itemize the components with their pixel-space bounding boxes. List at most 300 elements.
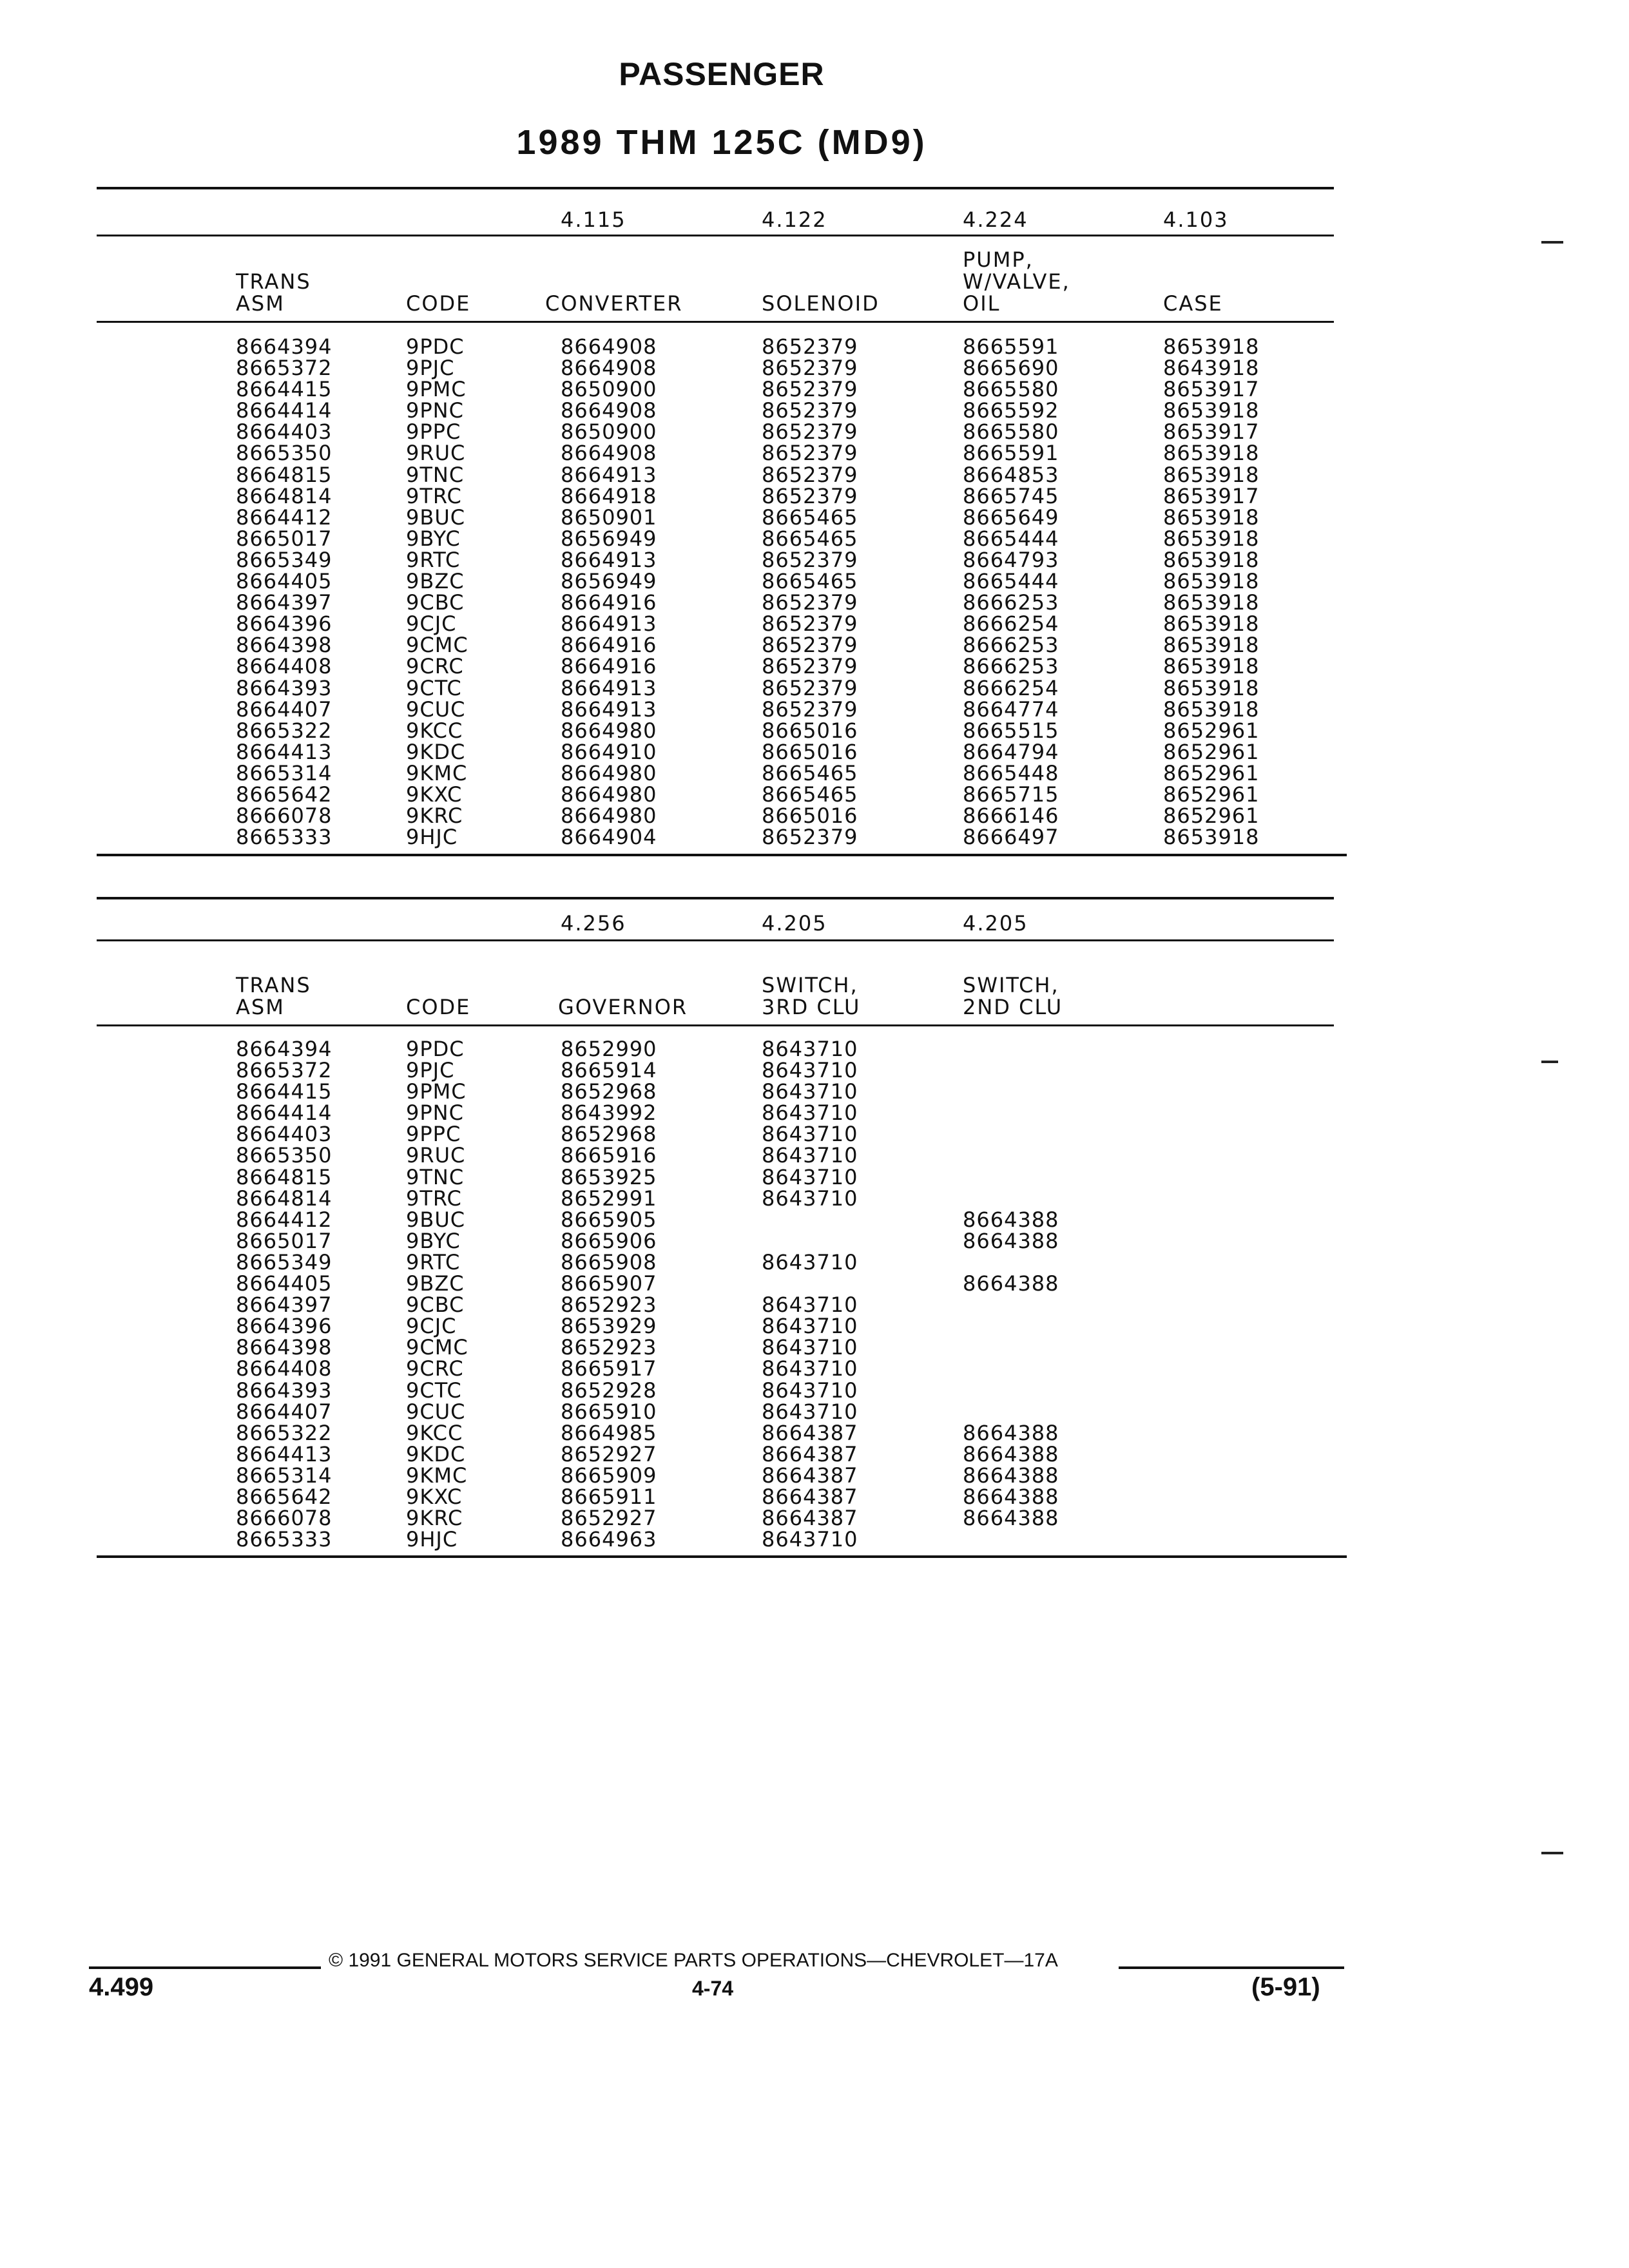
switch-2nd-cell bbox=[963, 1188, 1059, 1209]
solenoid-cell: 8665016 bbox=[762, 739, 858, 764]
code-cell: 9KCC bbox=[406, 718, 463, 743]
pump-cell: 8666253 bbox=[963, 590, 1059, 615]
trans-asm-cell: 8664815 bbox=[236, 462, 333, 487]
governor-cell: 8665914 bbox=[561, 1058, 657, 1083]
code-cell: 9CJC bbox=[406, 1314, 457, 1339]
governor-cell: 8665917 bbox=[561, 1356, 657, 1381]
case-cell: 8653918 bbox=[1163, 398, 1260, 423]
switch-2nd-cell bbox=[963, 1081, 1059, 1102]
switch-2nd-cell bbox=[963, 1380, 1059, 1401]
switch-2nd-cell bbox=[963, 1252, 1059, 1273]
code-cell: 9BZC bbox=[406, 1271, 465, 1296]
converter-cell: 8664908 bbox=[561, 334, 657, 359]
trans-asm-cell: 8665642 bbox=[236, 1484, 333, 1509]
table1-ref-rule bbox=[97, 235, 1334, 236]
trans-asm-cell: 8665322 bbox=[236, 718, 333, 743]
trans-asm-cell: 8666078 bbox=[236, 1506, 333, 1531]
converter-cell: 8664980 bbox=[561, 760, 657, 785]
case-cell: 8653918 bbox=[1163, 569, 1260, 594]
switch-3rd-cell bbox=[762, 1209, 858, 1231]
switch-2nd-cell bbox=[963, 1529, 1059, 1550]
trans-asm-cell: 8664394 bbox=[236, 1037, 333, 1061]
switch-2nd-cell bbox=[963, 1167, 1059, 1188]
switch-3rd-cell: 8643710 bbox=[762, 1378, 858, 1403]
revision-date: (5-91) bbox=[1251, 1973, 1320, 2001]
trans-asm-cell: 8665372 bbox=[236, 1058, 333, 1083]
code-cell: 9PJC bbox=[406, 1058, 455, 1083]
trans-asm-cell: 8664413 bbox=[236, 1441, 333, 1466]
governor-cell: 8665906 bbox=[561, 1228, 657, 1253]
governor-cell: 8652928 bbox=[561, 1378, 657, 1403]
footer-rule-right bbox=[1119, 1966, 1344, 1969]
margin-mark bbox=[1541, 241, 1563, 244]
trans-asm-cell: 8666078 bbox=[236, 803, 333, 829]
code-cell: 9CBC bbox=[406, 590, 465, 615]
governor-cell: 8664963 bbox=[561, 1527, 657, 1552]
switch-2nd-cell bbox=[963, 1145, 1059, 1166]
switch-2nd-cell bbox=[963, 1039, 1059, 1060]
col-header-code-2: CODE bbox=[406, 995, 471, 1019]
switch-2nd-cell bbox=[963, 1294, 1059, 1316]
code-cell: 9PDC bbox=[406, 334, 465, 359]
code-cell: 9KXC bbox=[406, 782, 463, 807]
governor-cell: 8652923 bbox=[561, 1293, 657, 1318]
copyright-line: © 1991 GENERAL MOTORS SERVICE PARTS OPERATIONS—CHEVROLET—17A bbox=[329, 1950, 1058, 1971]
code-cell: 9KRC bbox=[406, 803, 463, 829]
solenoid-cell: 8665465 bbox=[762, 526, 858, 551]
code-cell: 9RTC bbox=[406, 1249, 461, 1274]
switch-3rd-cell: 8643710 bbox=[762, 1314, 858, 1339]
trans-asm-cell: 8664398 bbox=[236, 633, 333, 658]
trans-asm-cell: 8664397 bbox=[236, 590, 333, 615]
solenoid-cell: 8665016 bbox=[762, 718, 858, 743]
pump-cell: 8665591 bbox=[963, 334, 1059, 359]
converter-cell: 8664980 bbox=[561, 803, 657, 829]
code-cell: 9CUC bbox=[406, 1399, 466, 1424]
trans-asm-cell: 8664407 bbox=[236, 697, 333, 722]
pump-cell: 8665444 bbox=[963, 569, 1059, 594]
col-header-case: CASE bbox=[1163, 291, 1223, 316]
trans-asm-cell: 8664396 bbox=[236, 611, 333, 637]
code-cell: 9PJC bbox=[406, 356, 455, 381]
pump-cell: 8666146 bbox=[963, 803, 1059, 829]
trans-asm-cell: 8665017 bbox=[236, 1228, 333, 1253]
column-code bbox=[406, 336, 468, 848]
code-cell: 9CJC bbox=[406, 611, 457, 637]
code-cell: 9PNC bbox=[406, 398, 464, 423]
switch-3rd-cell: 8664387 bbox=[762, 1506, 858, 1531]
trans-asm-cell: 8664408 bbox=[236, 654, 333, 679]
trans-asm-cell: 8665333 bbox=[236, 1527, 333, 1552]
trans-asm-cell: 8665642 bbox=[236, 782, 333, 807]
code-cell: 9CRC bbox=[406, 654, 464, 679]
switch-2nd-cell: 8664388 bbox=[963, 1207, 1059, 1232]
solenoid-cell: 8652379 bbox=[762, 334, 858, 359]
switch-2nd-cell: 8664388 bbox=[963, 1441, 1059, 1466]
trans-asm-cell: 8664814 bbox=[236, 1186, 333, 1211]
case-cell: 8653918 bbox=[1163, 547, 1260, 572]
governor-cell: 8653929 bbox=[561, 1314, 657, 1339]
pump-cell: 8666254 bbox=[963, 675, 1059, 700]
converter-cell: 8650900 bbox=[561, 419, 657, 445]
col-header-trans-asm: TRANS ASM bbox=[236, 269, 311, 316]
switch-3rd-cell: 8643710 bbox=[762, 1335, 858, 1360]
code-cell: 9KMC bbox=[406, 760, 468, 785]
governor-cell: 8652968 bbox=[561, 1122, 657, 1147]
trans-asm-cell: 8664815 bbox=[236, 1164, 333, 1189]
solenoid-cell: 8665465 bbox=[762, 505, 858, 530]
converter-cell: 8664916 bbox=[561, 654, 657, 679]
table2-top-rule bbox=[97, 897, 1334, 899]
case-cell: 8653918 bbox=[1163, 654, 1260, 679]
trans-asm-cell: 8664407 bbox=[236, 1399, 333, 1424]
converter-cell: 8664913 bbox=[561, 697, 657, 722]
converter-cell: 8664918 bbox=[561, 483, 657, 508]
case-cell: 8653918 bbox=[1163, 675, 1260, 700]
solenoid-cell: 8652379 bbox=[762, 590, 858, 615]
switch-2nd-cell bbox=[963, 1060, 1059, 1081]
trans-asm-cell: 8665314 bbox=[236, 760, 333, 785]
code-cell: 9KCC bbox=[406, 1420, 463, 1445]
switch-2nd-cell bbox=[963, 1358, 1059, 1379]
trans-asm-cell: 8664398 bbox=[236, 1335, 333, 1360]
table1-bottom-rule bbox=[97, 854, 1347, 856]
switch-2nd-cell bbox=[963, 1316, 1059, 1337]
table2-ref-rule bbox=[97, 939, 1334, 941]
column-trans-asm-2 bbox=[236, 1039, 333, 1550]
switch-3rd-cell: 8643710 bbox=[762, 1100, 858, 1126]
code-cell: 9BUC bbox=[406, 505, 466, 530]
switch-2nd-cell bbox=[963, 1124, 1059, 1145]
case-cell: 8653918 bbox=[1163, 825, 1260, 850]
column-code-2 bbox=[406, 1039, 468, 1550]
governor-cell: 8652991 bbox=[561, 1186, 657, 1211]
switch-3rd-cell: 8643710 bbox=[762, 1186, 858, 1211]
switch-3rd-cell: 8643710 bbox=[762, 1037, 858, 1061]
col-header-trans-asm-2: TRANS ASM bbox=[236, 973, 311, 1019]
solenoid-cell: 8665465 bbox=[762, 569, 858, 594]
trans-asm-cell: 8665349 bbox=[236, 1249, 333, 1274]
ref-switch-2nd: 4.205 bbox=[963, 911, 1028, 936]
solenoid-cell: 8652379 bbox=[762, 483, 858, 508]
switch-3rd-cell: 8643710 bbox=[762, 1249, 858, 1274]
switch-3rd-cell: 8643710 bbox=[762, 1527, 858, 1552]
code-cell: 9BZC bbox=[406, 569, 465, 594]
switch-3rd-cell bbox=[762, 1231, 858, 1252]
governor-cell: 8665907 bbox=[561, 1271, 657, 1296]
trans-asm-cell: 8664405 bbox=[236, 1271, 333, 1296]
code-cell: 9PPC bbox=[406, 1122, 461, 1147]
governor-cell: 8652968 bbox=[561, 1079, 657, 1104]
trans-asm-cell: 8664414 bbox=[236, 398, 333, 423]
column-trans-asm bbox=[236, 336, 333, 848]
converter-cell: 8664980 bbox=[561, 718, 657, 743]
trans-asm-cell: 8665350 bbox=[236, 1143, 333, 1168]
solenoid-cell: 8652379 bbox=[762, 611, 858, 637]
converter-cell: 8650900 bbox=[561, 377, 657, 402]
section-number: 4.499 bbox=[89, 1973, 154, 2001]
code-cell: 9BUC bbox=[406, 1207, 466, 1232]
solenoid-cell: 8652379 bbox=[762, 356, 858, 381]
ref-converter: 4.115 bbox=[561, 207, 626, 232]
trans-asm-cell: 8665314 bbox=[236, 1463, 333, 1488]
pump-cell: 8666497 bbox=[963, 825, 1059, 850]
margin-mark bbox=[1541, 1061, 1558, 1063]
trans-asm-cell: 8664415 bbox=[236, 1079, 333, 1104]
code-cell: 9CBC bbox=[406, 1293, 465, 1318]
solenoid-cell: 8652379 bbox=[762, 654, 858, 679]
pump-cell: 8665580 bbox=[963, 377, 1059, 402]
trans-asm-cell: 8665017 bbox=[236, 526, 333, 551]
switch-2nd-cell: 8664388 bbox=[963, 1506, 1059, 1531]
case-cell: 8653918 bbox=[1163, 697, 1260, 722]
col-header-switch-2nd: SWITCH, 2ND CLU bbox=[963, 973, 1063, 1019]
solenoid-cell: 8652379 bbox=[762, 675, 858, 700]
trans-asm-cell: 8664393 bbox=[236, 675, 333, 700]
case-cell: 8653918 bbox=[1163, 526, 1260, 551]
switch-2nd-cell bbox=[963, 1337, 1059, 1358]
converter-cell: 8664913 bbox=[561, 611, 657, 637]
switch-3rd-cell: 8643710 bbox=[762, 1293, 858, 1318]
switch-2nd-cell: 8664388 bbox=[963, 1271, 1059, 1296]
trans-asm-cell: 8665349 bbox=[236, 547, 333, 572]
col-header-governor: GOVERNOR bbox=[558, 995, 688, 1019]
governor-cell: 8665909 bbox=[561, 1463, 657, 1488]
governor-cell: 8652927 bbox=[561, 1441, 657, 1466]
code-cell: 9PMC bbox=[406, 377, 467, 402]
pump-cell: 8665444 bbox=[963, 526, 1059, 551]
code-cell: 9TNC bbox=[406, 462, 465, 487]
switch-2nd-cell bbox=[963, 1401, 1059, 1423]
trans-asm-cell: 8664408 bbox=[236, 1356, 333, 1381]
code-cell: 9HJC bbox=[406, 1527, 458, 1552]
col-header-converter: CONVERTER bbox=[545, 291, 683, 316]
case-cell: 8653917 bbox=[1163, 419, 1260, 445]
switch-3rd-cell: 8643710 bbox=[762, 1143, 858, 1168]
trans-asm-cell: 8664413 bbox=[236, 739, 333, 764]
code-cell: 9KDC bbox=[406, 739, 466, 764]
switch-3rd-cell: 8664387 bbox=[762, 1484, 858, 1509]
col-header-code: CODE bbox=[406, 291, 471, 316]
converter-cell: 8664980 bbox=[561, 782, 657, 807]
pump-cell: 8666253 bbox=[963, 654, 1059, 679]
code-cell: 9BYC bbox=[406, 1228, 461, 1253]
trans-asm-cell: 8664412 bbox=[236, 1207, 333, 1232]
converter-cell: 8664913 bbox=[561, 675, 657, 700]
table1-header-rule bbox=[97, 321, 1334, 323]
trans-asm-cell: 8664415 bbox=[236, 377, 333, 402]
pump-cell: 8664793 bbox=[963, 547, 1059, 572]
pump-cell: 8666254 bbox=[963, 611, 1059, 637]
solenoid-cell: 8652379 bbox=[762, 441, 858, 466]
code-cell: 9TNC bbox=[406, 1164, 465, 1189]
pump-cell: 8666253 bbox=[963, 633, 1059, 658]
converter-cell: 8664913 bbox=[561, 547, 657, 572]
page-number: 4-74 bbox=[692, 1977, 734, 2000]
switch-3rd-cell bbox=[762, 1273, 858, 1294]
case-cell: 8652961 bbox=[1163, 803, 1260, 829]
column-governor bbox=[561, 1039, 657, 1550]
trans-asm-cell: 8665372 bbox=[236, 356, 333, 381]
converter-cell: 8664916 bbox=[561, 633, 657, 658]
switch-2nd-cell: 8664388 bbox=[963, 1228, 1059, 1253]
ref-governor: 4.256 bbox=[561, 911, 626, 936]
switch-2nd-cell: 8664388 bbox=[963, 1484, 1059, 1509]
code-cell: 9CTC bbox=[406, 675, 462, 700]
col-header-solenoid: SOLENOID bbox=[762, 291, 880, 316]
converter-cell: 8664904 bbox=[561, 825, 657, 850]
case-cell: 8653918 bbox=[1163, 611, 1260, 637]
trans-asm-cell: 8664396 bbox=[236, 1314, 333, 1339]
converter-cell: 8664913 bbox=[561, 462, 657, 487]
case-cell: 8643918 bbox=[1163, 356, 1260, 381]
code-cell: 9PMC bbox=[406, 1079, 467, 1104]
code-cell: 9RUC bbox=[406, 1143, 466, 1168]
margin-mark bbox=[1541, 1852, 1563, 1854]
trans-asm-cell: 8664405 bbox=[236, 569, 333, 594]
pump-cell: 8665690 bbox=[963, 356, 1059, 381]
pump-cell: 8665591 bbox=[963, 441, 1059, 466]
code-cell: 9PPC bbox=[406, 419, 461, 445]
solenoid-cell: 8652379 bbox=[762, 825, 858, 850]
governor-cell: 8665911 bbox=[561, 1484, 657, 1509]
converter-cell: 8664908 bbox=[561, 356, 657, 381]
switch-3rd-cell: 8664387 bbox=[762, 1441, 858, 1466]
converter-cell: 8664908 bbox=[561, 441, 657, 466]
trans-asm-cell: 8664397 bbox=[236, 1293, 333, 1318]
ref-solenoid: 4.122 bbox=[762, 207, 827, 232]
switch-2nd-cell bbox=[963, 1102, 1059, 1124]
governor-cell: 8643992 bbox=[561, 1100, 657, 1126]
case-cell: 8653917 bbox=[1163, 377, 1260, 402]
code-cell: 9RTC bbox=[406, 547, 461, 572]
pump-cell: 8664853 bbox=[963, 462, 1059, 487]
converter-cell: 8664910 bbox=[561, 739, 657, 764]
solenoid-cell: 8652379 bbox=[762, 377, 858, 402]
switch-3rd-cell: 8643710 bbox=[762, 1122, 858, 1147]
case-cell: 8653918 bbox=[1163, 590, 1260, 615]
code-cell: 9CTC bbox=[406, 1378, 462, 1403]
code-cell: 9HJC bbox=[406, 825, 458, 850]
solenoid-cell: 8652379 bbox=[762, 547, 858, 572]
case-cell: 8653918 bbox=[1163, 462, 1260, 487]
trans-asm-cell: 8664412 bbox=[236, 505, 333, 530]
trans-asm-cell: 8664414 bbox=[236, 1100, 333, 1126]
governor-cell: 8652990 bbox=[561, 1037, 657, 1061]
table2-bottom-rule bbox=[97, 1555, 1347, 1558]
code-cell: 9PDC bbox=[406, 1037, 465, 1061]
switch-3rd-cell: 8643710 bbox=[762, 1079, 858, 1104]
trans-asm-cell: 8665322 bbox=[236, 1420, 333, 1445]
governor-cell: 8652927 bbox=[561, 1506, 657, 1531]
solenoid-cell: 8652379 bbox=[762, 462, 858, 487]
ref-switch-3rd: 4.205 bbox=[762, 911, 827, 936]
solenoid-cell: 8652379 bbox=[762, 633, 858, 658]
table2-header-rule bbox=[97, 1024, 1334, 1026]
trans-asm-cell: 8664403 bbox=[236, 1122, 333, 1147]
case-cell: 8652961 bbox=[1163, 718, 1260, 743]
column-switch-3rd bbox=[762, 1039, 858, 1550]
trans-asm-cell: 8665333 bbox=[236, 825, 333, 850]
code-cell: 9CRC bbox=[406, 1356, 464, 1381]
footer-rule-left bbox=[89, 1966, 321, 1969]
trans-asm-cell: 8664814 bbox=[236, 483, 333, 508]
code-cell: 9TRC bbox=[406, 1186, 462, 1211]
converter-cell: 8656949 bbox=[561, 526, 657, 551]
governor-cell: 8665910 bbox=[561, 1399, 657, 1424]
case-cell: 8653918 bbox=[1163, 334, 1260, 359]
trans-asm-cell: 8664394 bbox=[236, 334, 333, 359]
code-cell: 9RUC bbox=[406, 441, 466, 466]
solenoid-cell: 8665465 bbox=[762, 782, 858, 807]
code-cell: 9KDC bbox=[406, 1441, 466, 1466]
table1-top-rule bbox=[97, 187, 1334, 189]
code-cell: 9BYC bbox=[406, 526, 461, 551]
pump-cell: 8665515 bbox=[963, 718, 1059, 743]
pump-cell: 8664774 bbox=[963, 697, 1059, 722]
ref-case: 4.103 bbox=[1163, 207, 1229, 232]
code-cell: 9CMC bbox=[406, 633, 468, 658]
column-case bbox=[1163, 336, 1260, 848]
case-cell: 8652961 bbox=[1163, 760, 1260, 785]
pump-cell: 8665580 bbox=[963, 419, 1059, 445]
code-cell: 9PNC bbox=[406, 1100, 464, 1126]
pump-cell: 8665715 bbox=[963, 782, 1059, 807]
solenoid-cell: 8652379 bbox=[762, 398, 858, 423]
case-cell: 8653918 bbox=[1163, 441, 1260, 466]
solenoid-cell: 8665465 bbox=[762, 760, 858, 785]
ref-pump: 4.224 bbox=[963, 207, 1028, 232]
converter-cell: 8664908 bbox=[561, 398, 657, 423]
case-cell: 8653917 bbox=[1163, 483, 1260, 508]
switch-3rd-cell: 8664387 bbox=[762, 1463, 858, 1488]
pump-cell: 8664794 bbox=[963, 739, 1059, 764]
switch-2nd-cell: 8664388 bbox=[963, 1420, 1059, 1445]
trans-asm-cell: 8664393 bbox=[236, 1378, 333, 1403]
case-cell: 8652961 bbox=[1163, 739, 1260, 764]
governor-cell: 8664985 bbox=[561, 1420, 657, 1445]
pump-cell: 8665745 bbox=[963, 483, 1059, 508]
case-cell: 8652961 bbox=[1163, 782, 1260, 807]
column-solenoid bbox=[762, 336, 858, 848]
column-pump bbox=[963, 336, 1059, 848]
governor-cell: 8665916 bbox=[561, 1143, 657, 1168]
solenoid-cell: 8652379 bbox=[762, 697, 858, 722]
switch-2nd-cell: 8664388 bbox=[963, 1463, 1059, 1488]
column-switch-2nd bbox=[963, 1039, 1059, 1550]
col-header-pump: PUMP, W/VALVE, OIL bbox=[963, 247, 1070, 316]
col-header-switch-3rd: SWITCH, 3RD CLU bbox=[762, 973, 861, 1019]
switch-3rd-cell: 8664387 bbox=[762, 1420, 858, 1445]
governor-cell: 8665908 bbox=[561, 1249, 657, 1274]
converter-cell: 8664916 bbox=[561, 590, 657, 615]
case-cell: 8653918 bbox=[1163, 633, 1260, 658]
switch-3rd-cell: 8643710 bbox=[762, 1164, 858, 1189]
code-cell: 9KMC bbox=[406, 1463, 468, 1488]
pump-cell: 8665649 bbox=[963, 505, 1059, 530]
code-cell: 9KXC bbox=[406, 1484, 463, 1509]
trans-asm-cell: 8664403 bbox=[236, 419, 333, 445]
switch-3rd-cell: 8643710 bbox=[762, 1399, 858, 1424]
case-cell: 8653918 bbox=[1163, 505, 1260, 530]
model-title: 1989 THM 125C (MD9) bbox=[516, 123, 927, 162]
converter-cell: 8650901 bbox=[561, 505, 657, 530]
column-converter bbox=[561, 336, 657, 848]
pump-cell: 8665448 bbox=[963, 760, 1059, 785]
section-title: PASSENGER bbox=[619, 56, 825, 92]
governor-cell: 8652923 bbox=[561, 1335, 657, 1360]
code-cell: 9TRC bbox=[406, 483, 462, 508]
